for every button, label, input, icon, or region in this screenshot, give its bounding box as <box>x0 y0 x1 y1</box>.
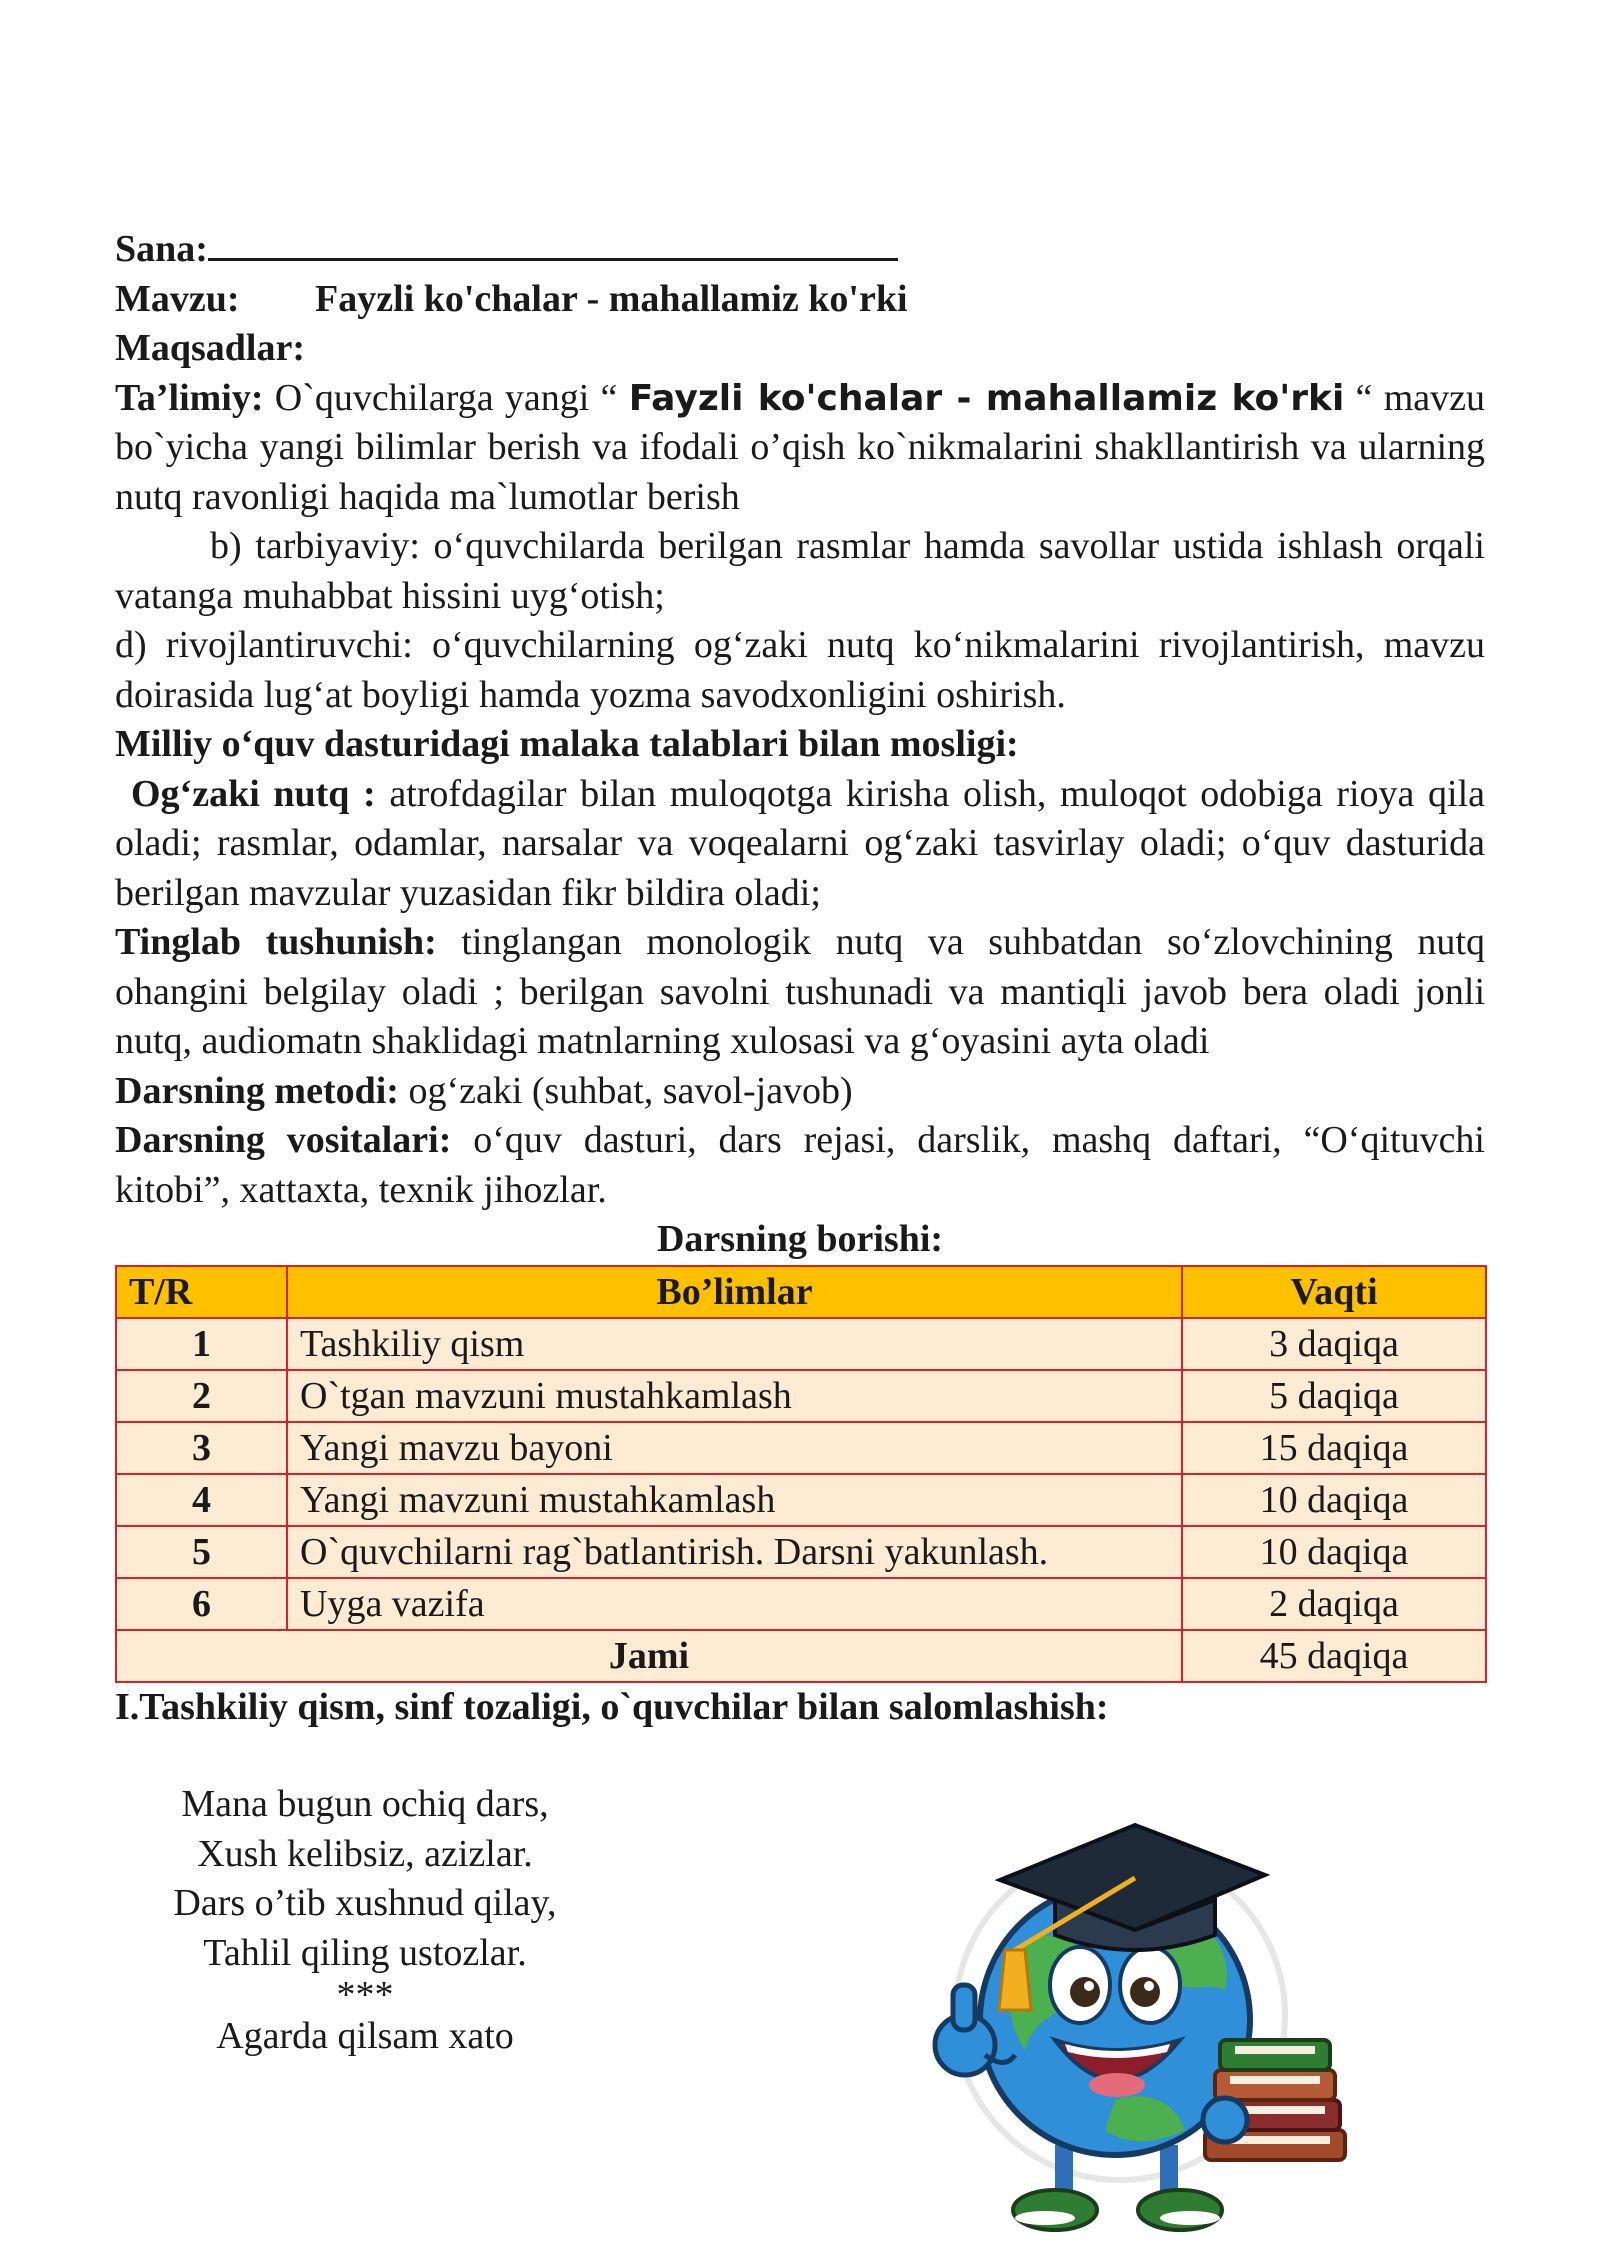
tools-text: o‘quv dasturi, dars rejasi, darslik, mashq daftari, “O‘qituvchi kitobi”, xattaxta, texnik jihozlar. <box>115 1119 1485 1211</box>
row-number: 4 <box>116 1474 287 1526</box>
total-label: Jami <box>116 1630 1182 1682</box>
row-section: Yangi mavzuni mustahkamlash <box>287 1474 1182 1526</box>
method-label: Darsning metodi: <box>115 1069 399 1112</box>
topic-label: Mavzu: <box>115 277 240 320</box>
globe-graduate-mascot-icon <box>905 1800 1355 2250</box>
table-row <box>116 1474 1486 1526</box>
row-time: 10 daqiqa <box>1182 1526 1486 1578</box>
row-section: Yangi mavzu bayoni <box>287 1422 1182 1474</box>
table-header-row <box>116 1266 1486 1318</box>
row-time: 2 daqiqa <box>1182 1578 1486 1630</box>
date-blank <box>208 218 898 261</box>
row-time: 15 daqiqa <box>1182 1422 1486 1474</box>
method-paragraph <box>115 1067 1485 1117</box>
poem-line: Agarda qilsam xato <box>216 2015 514 2057</box>
row-time: 5 daqiqa <box>1182 1370 1486 1422</box>
row-section: Tashkiliy qism <box>287 1318 1182 1370</box>
oral-speech-text: atrofdagilar bilan muloqotga kirisha olish, muloqot odobiga rioya qila oladi; rasmlar, odamlar, narsalar va voqealarni og‘zaki tasvirlay oladi; o‘quv dasturida berilgan mavzular yuzasidan fikr bildira oladi; <box>115 772 1485 914</box>
educational-goal-label: Ta’limiy: <box>115 376 264 419</box>
greeting-poem <box>115 1780 615 2062</box>
tools-label: Darsning vositalari: <box>115 1119 452 1161</box>
table-row <box>116 1370 1486 1422</box>
table-row <box>116 1422 1486 1474</box>
lesson-flow-title: Darsning borishi: <box>656 1218 944 1260</box>
listening-paragraph <box>115 918 1485 1067</box>
total-time: 45 daqiqa <box>1182 1630 1486 1682</box>
row-number: 6 <box>116 1578 287 1630</box>
educational-goal <box>115 374 1485 523</box>
header-time: Vaqti <box>1182 1266 1486 1318</box>
standards-heading: Milliy o‘quv dasturidagi malaka talablari bilan mosligi: <box>115 723 1019 765</box>
row-number: 2 <box>116 1370 287 1422</box>
upbringing-goal: b) tarbiyaviy: o‘quvchilarda berilgan rasmlar hamda savollar ustida ishlash orqali vatanga muhabbat hissini uyg‘otish; <box>115 525 1485 617</box>
topic-line <box>115 275 1485 325</box>
educational-goal-text-b: “ mavzu bo`yicha yangi bilimlar berish va ifodali o’qish ko`nikmalarini shakllantirish va ularning nutq ravonligi haqida ma`lumotlar berish <box>115 376 1485 518</box>
tools-paragraph <box>115 1116 1485 1215</box>
oral-speech-paragraph <box>115 770 1485 919</box>
lesson-plan-content <box>115 218 1485 1732</box>
poem-line: Mana bugun ochiq dars, <box>181 1783 549 1825</box>
poem-line: Tahlil qiling ustozlar. <box>203 1931 527 1974</box>
section-one-heading: I.Tashkiliy qism, sinf tozaligi, o`quvchilar bilan salomlashish: <box>115 1685 1109 1728</box>
educational-goal-title: Fayzli ko'chalar - mahallamiz ko'rki <box>628 377 1345 419</box>
row-section: O`quvchilarni rag`batlantirish. Darsni yakunlash. <box>287 1526 1182 1578</box>
header-number: T/R <box>116 1266 287 1318</box>
topic-title: Fayzli ko'chalar - mahallamiz ko'rki <box>315 277 908 320</box>
poem-line: Dars o’tib xushnud qilay, <box>173 1882 557 1924</box>
date-line <box>115 218 1485 275</box>
poem-line: Xush kelibsiz, azizlar. <box>197 1832 533 1875</box>
table-row <box>116 1318 1486 1370</box>
row-number: 3 <box>116 1422 287 1474</box>
table-row <box>116 1526 1486 1578</box>
poem-separator: *** <box>336 1974 394 2016</box>
row-number: 1 <box>116 1318 287 1370</box>
developmental-goal: d) rivojlantiruvchi: o‘quvchilarning og‘zaki nutq ko‘nikmalarini rivojlantirish, mavzu doirasida lug‘at boyligi hamda yozma savodxonligini oshirish. <box>115 624 1485 716</box>
header-sections: Bo’limlar <box>287 1266 1182 1318</box>
lesson-flow-table <box>115 1265 1487 1683</box>
listening-label: Tinglab tushunish: <box>115 921 437 963</box>
row-number: 5 <box>116 1526 287 1578</box>
listening-text: tinglangan monologik nutq va suhbatdan so‘zlovchining nutq ohangini belgilay oladi ; berilgan savolni tushunadi va mantiqli javob bera oladi jonli nutq, audiomatn shaklidagi matnlarning xulosasi va g‘oyasini ayta oladi <box>115 921 1485 1062</box>
date-label: Sana: <box>115 228 208 270</box>
row-section: Uyga vazifa <box>287 1578 1182 1630</box>
row-section: O`tgan mavzuni mustahkamlash <box>287 1370 1182 1422</box>
method-text: og‘zaki (suhbat, savol-javob) <box>398 1069 853 1112</box>
oral-speech-label: Og‘zaki nutq : <box>131 772 376 815</box>
row-time: 10 daqiqa <box>1182 1474 1486 1526</box>
table-row <box>116 1578 1486 1630</box>
table-total-row <box>116 1630 1486 1682</box>
educational-goal-text-a: O`quvchilarga yangi “ <box>263 376 629 419</box>
goals-heading: Maqsadlar: <box>115 327 305 369</box>
row-time: 3 daqiqa <box>1182 1318 1486 1370</box>
